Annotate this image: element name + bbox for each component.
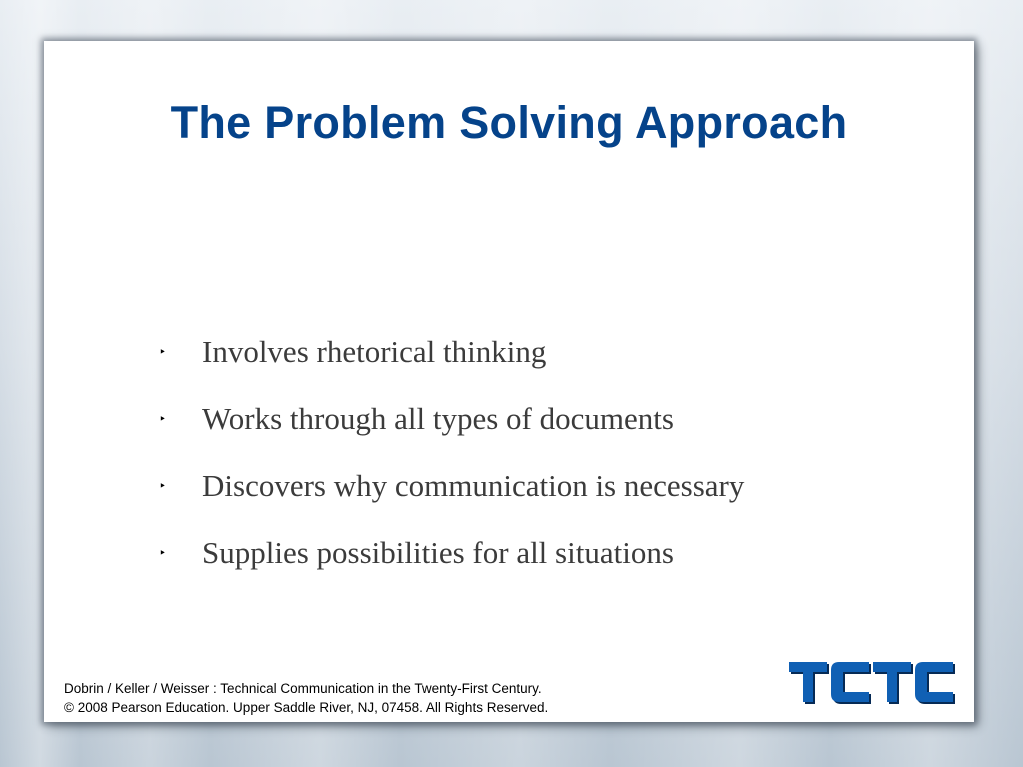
logo-letter [915,662,953,702]
bullet-text: Discovers why communication is necessary [202,467,745,503]
slide-title: The Problem Solving Approach [170,97,848,148]
footer-copyright: © 2008 Pearson Education. Upper Saddle River, NJ, 07458. All Rights Reserved. [64,700,549,715]
logo-letter [831,662,869,702]
bullet-text: Supplies possibilities for all situations [202,534,674,570]
bullet-arrow-icon: ‣ [159,478,167,493]
slide [44,41,974,722]
bullet-item [154,385,744,452]
footer-citation: Dobrin / Keller / Weisser : Technical Communication in the Twenty-First Century. [64,681,542,696]
slide-footer [64,679,548,717]
bullet-item [154,519,744,586]
bullet-arrow-icon: ‣ [159,411,167,426]
logo-letter [789,662,827,702]
bullet-list [154,318,744,586]
bullet-item [154,452,744,519]
bullet-text: Works through all types of documents [202,400,674,436]
logo-letter [873,662,911,702]
bullet-arrow-icon: ‣ [159,545,167,560]
tctc-logo [789,661,959,705]
bullet-text: Involves rhetorical thinking [202,333,547,369]
bullet-item [154,318,744,385]
bullet-arrow-icon: ‣ [159,344,167,359]
